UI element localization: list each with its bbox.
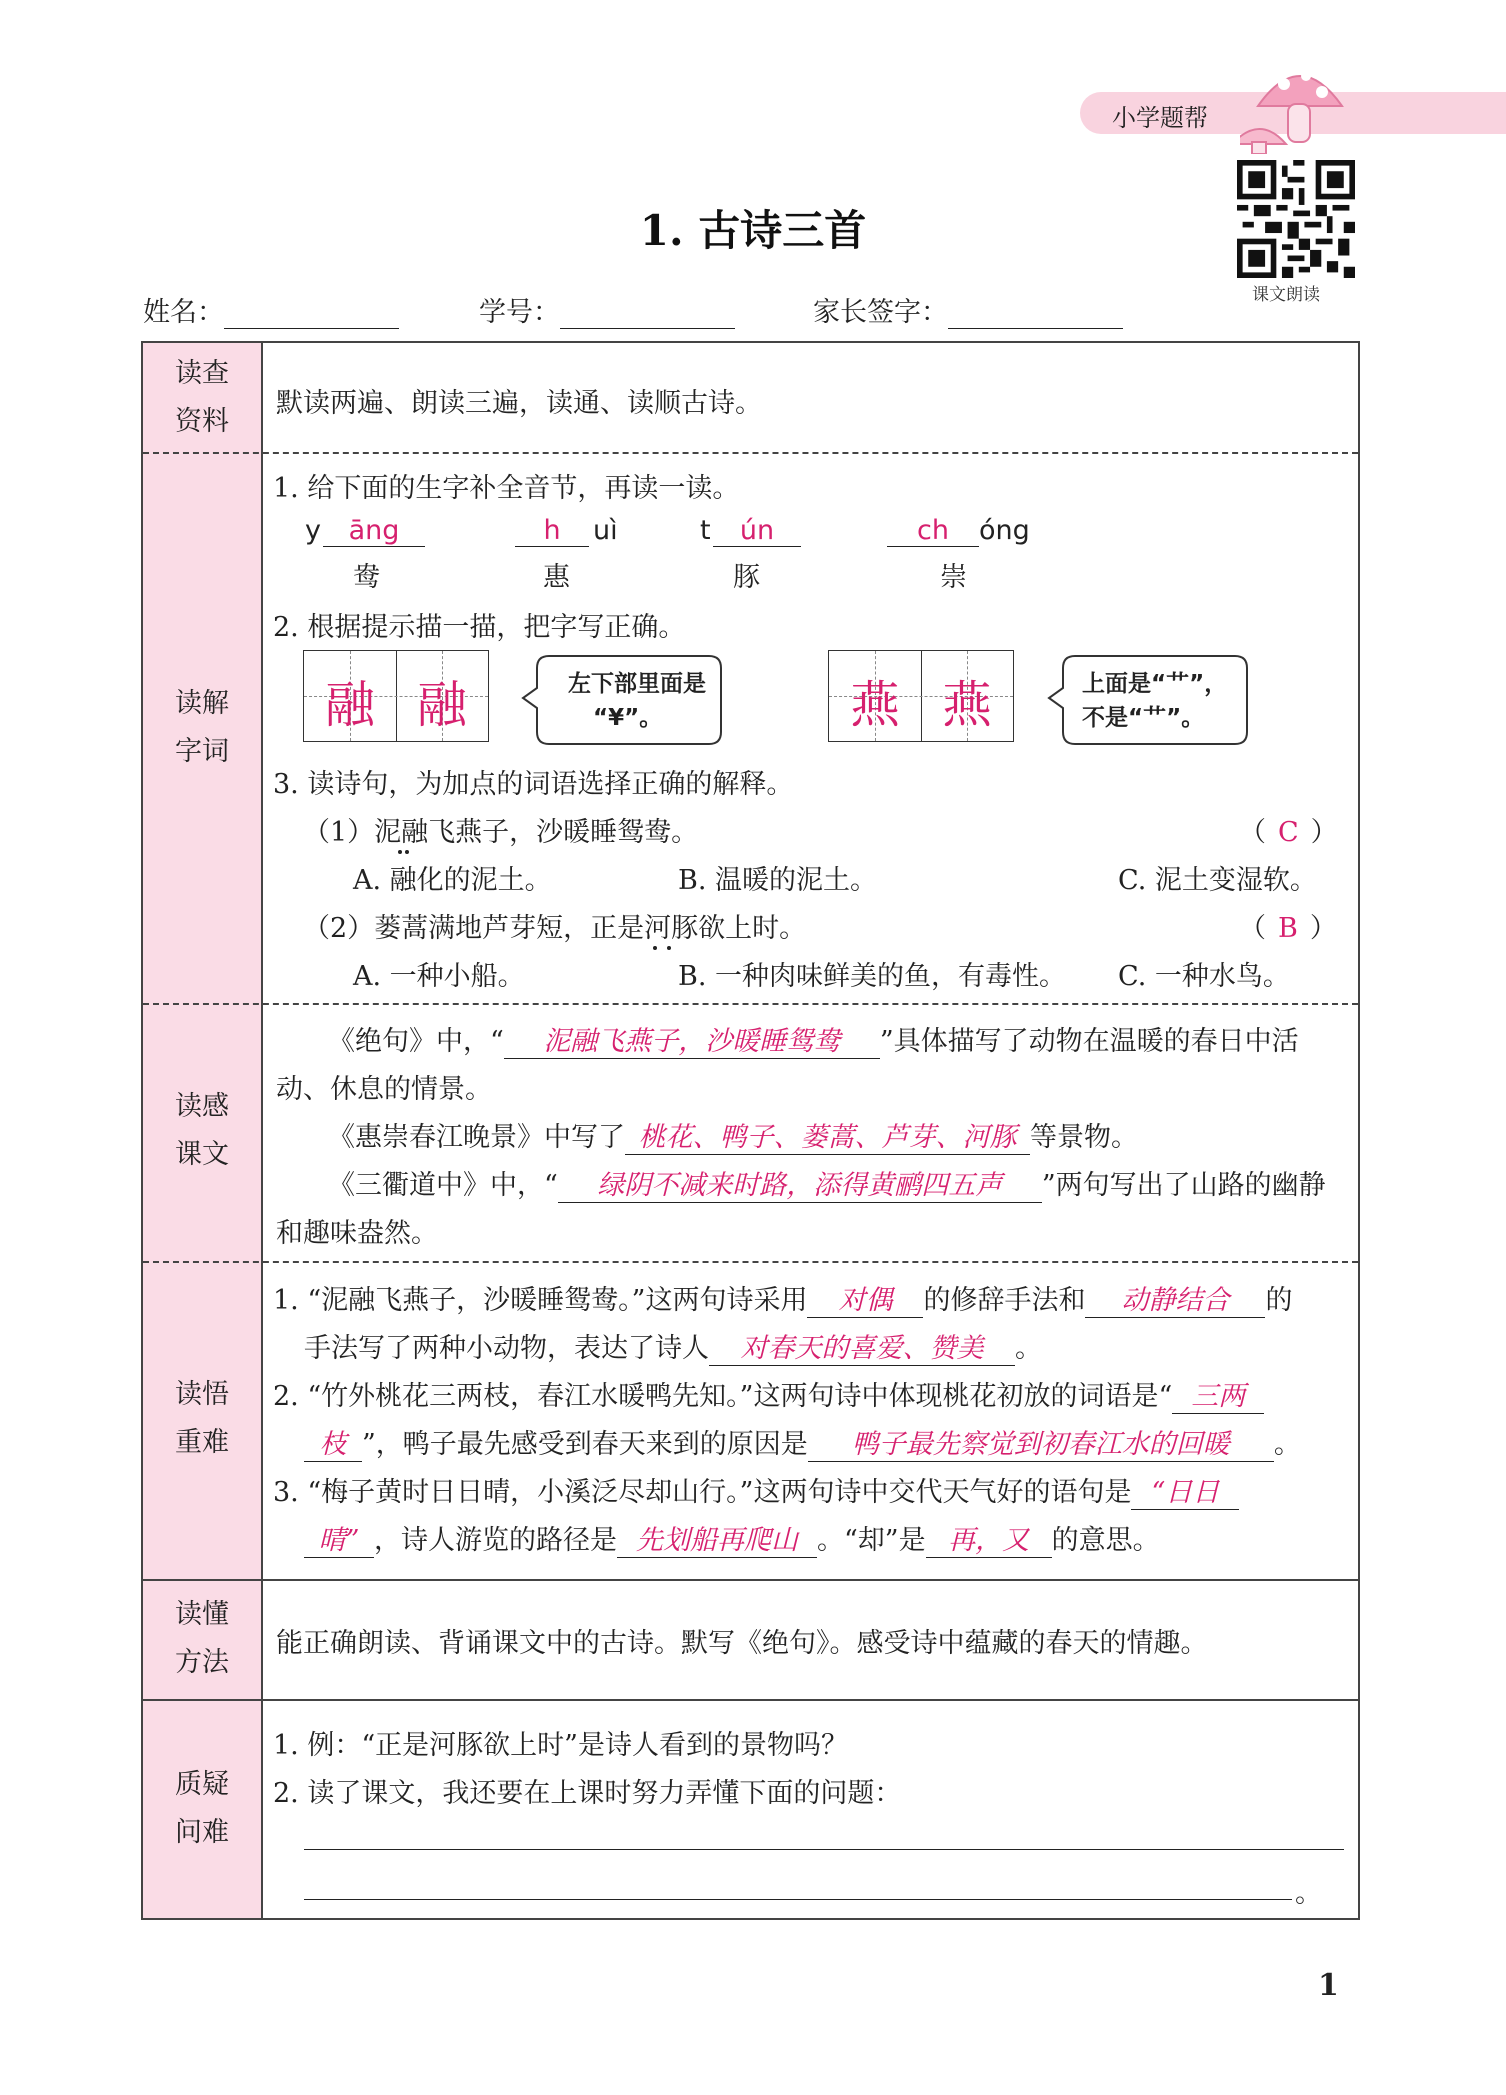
name-label: 姓名： [143,297,224,328]
pinyin-char: 豚 [733,562,760,593]
answer-end-mark: 。 [1295,1878,1322,1909]
focus-answer-2[interactable]: 动静结合 [1085,1278,1265,1318]
row-divider [143,1261,1358,1263]
option-1b: B. 温暖的泥土。 [678,865,878,896]
tip-text: 不是“艹”。 [1082,705,1205,731]
brand-label: 小学题帮 [1112,104,1208,132]
answer-line[interactable] [304,1899,1292,1900]
row-divider [143,452,1358,454]
focus-answer-6b[interactable]: 晴” [304,1518,374,1558]
feel-p2: 《惠崇春江晚景》中写了 桃花、鸭子、蒌蒿、芦芽、河豚 等景物。 [328,1115,1138,1155]
tip-text: 上面是“艹”， [1082,671,1228,697]
answer-line[interactable] [304,1849,1344,1850]
trace-char: 融 [417,676,467,734]
feel-answer-2[interactable]: 桃花、鸭子、蒌蒿、芦芽、河豚 [625,1115,1030,1155]
question-2: 2. 读了课文，我还要在上课时努力弄懂下面的问题： [273,1778,902,1809]
trace-grid-rong[interactable] [303,650,489,742]
pinyin-answer[interactable]: āng [323,515,425,547]
feel-p3: 《三衢道中》中，“ 绿阴不减来时路，添得黄鹂四五声 ”两句写出了山路的幽静 [328,1163,1326,1203]
parent-label: 家长签字： [813,297,948,328]
pinyin-answer[interactable]: ún [713,515,801,547]
row-label-words: 读解 字词 [175,688,229,767]
trace-char: 燕 [942,676,992,734]
focus-answer-1[interactable]: 对偶 [807,1278,923,1318]
name-field[interactable] [143,290,399,329]
feel-p1-cont: 动、休息的情景。 [276,1074,492,1105]
option-1a: A. 融化的泥土。 [353,865,552,896]
number-label: 学号： [479,297,560,328]
focus-q2: 2. “竹外桃花三两枝，春江水暖鸭先知。”这两句诗中体现桃花初放的词语是“ 三两 [273,1374,1264,1414]
row-divider [143,1699,1358,1701]
option-1c: C. 泥土变湿软。 [1118,865,1317,896]
option-2c: C. 一种水鸟。 [1118,961,1290,992]
row-label-question: 质疑 问难 [175,1769,229,1848]
focus-answer-4b[interactable]: 枝 [304,1422,362,1462]
option-2a: A. 一种小船。 [353,961,525,992]
page-title: 1. 古诗三首 [639,206,867,255]
pinyin-answer[interactable]: ch [887,515,979,547]
pinyin-answer[interactable]: h [515,515,589,547]
pinyin-prefix: t [700,515,711,546]
row-label-feel: 读感 课文 [175,1091,229,1170]
focus-q1: 1. “泥融飞燕子，沙暖睡鸳鸯。”这两句诗采用 对偶 的修辞手法和 动静结合 的 [273,1278,1292,1318]
focus-answer-3[interactable]: 对春天的喜爱、赞美 [709,1326,1015,1366]
feel-p3-cont: 和趣味盎然。 [276,1218,438,1249]
focus-q3: 3. “梅子黄时日日晴，小溪泛尽却山行。”这两句诗中交代天气好的语句是 “日日 [273,1470,1239,1510]
answer-bracket-2[interactable]: （ B ） [1239,913,1337,944]
pinyin-char: 鸯 [353,562,380,593]
pinyin-question: 1. 给下面的生字补全音节，再读一读。 [273,473,740,504]
pinyin-prefix: y [305,515,321,546]
focus-q1-l2: 手法写了两种小动物，表达了诗人 对春天的喜爱、赞美 。 [304,1326,1042,1366]
row-divider [143,1003,1358,1005]
answer-1: C [1278,817,1299,848]
mushroom-icon [1240,54,1360,154]
sentence-1: （1）泥融飞燕子，沙暖睡鸳鸯。 [303,817,699,848]
row-divider [143,1579,1358,1581]
qr-caption: 课文朗读 [1252,285,1320,305]
focus-answer-6a[interactable]: “日日 [1131,1470,1239,1510]
focus-q3-l2: 晴” ，诗人游览的路径是 先划船再爬山 。“却”是 再，又 的意思。 [304,1518,1160,1558]
option-2b: B. 一种肉味鲜美的鱼，有毒性。 [678,961,1067,992]
pinyin-char: 惠 [543,562,570,593]
focus-answer-5[interactable]: 鸭子最先察觉到初春江水的回暖 [808,1422,1274,1462]
answer-2: B [1278,913,1298,944]
worksheet-table [141,341,1360,1920]
pinyin-char: 崇 [940,562,967,593]
trace-char: 融 [325,676,375,734]
words-question: 3. 读诗句，为加点的词语选择正确的解释。 [273,769,794,800]
row1-text: 默读两遍、朗读三遍，读通、读顺古诗。 [276,388,762,419]
pinyin-suffix: uì [593,515,618,546]
answer-bracket-1[interactable]: （ C ） [1239,817,1338,848]
feel-p1: 《绝句》中，“ 泥融飞燕子，沙暖睡鸳鸯 ”具体描写了动物在温暖的春日中活 [328,1019,1299,1059]
question-1: 1. 例：“正是河豚欲上时”是诗人看到的景物吗？ [273,1730,848,1761]
number-field[interactable] [479,290,735,329]
tip-text: 左下部里面是 [568,671,706,697]
focus-q2-l2: 枝 ”，鸭子最先感受到春天来到的原因是 鸭子最先察觉到初春江水的回暖 。 [304,1422,1301,1462]
feel-answer-3[interactable]: 绿阴不减来时路，添得黄鹂四五声 [558,1163,1042,1203]
parent-signature-field[interactable] [813,290,1123,329]
focus-answer-7[interactable]: 先划船再爬山 [617,1518,817,1558]
focus-answer-8[interactable]: 再，又 [926,1518,1052,1558]
trace-question: 2. 根据提示描一描，把字写正确。 [273,612,686,643]
row-label-focus: 读悟 重难 [175,1379,229,1458]
trace-grid-yan[interactable] [828,650,1014,742]
trace-char: 燕 [850,676,900,734]
page-number: 1 [1318,1968,1339,2003]
tip-text: “¥”。 [593,705,663,731]
row-label-check: 读查 资料 [175,358,229,437]
method-text: 能正确朗读、背诵课文中的古诗。默写《绝句》。感受诗中蕴藏的春天的情趣。 [276,1628,1208,1659]
feel-answer-1[interactable]: 泥融飞燕子，沙暖睡鸳鸯 [504,1019,880,1059]
sentence-2: （2）蒌蒿满地芦芽短，正是河豚欲上时。 [303,913,807,944]
row-label-method: 读懂 方法 [175,1599,229,1678]
focus-answer-4a[interactable]: 三两 [1172,1374,1264,1414]
pinyin-suffix: óng [979,515,1030,546]
